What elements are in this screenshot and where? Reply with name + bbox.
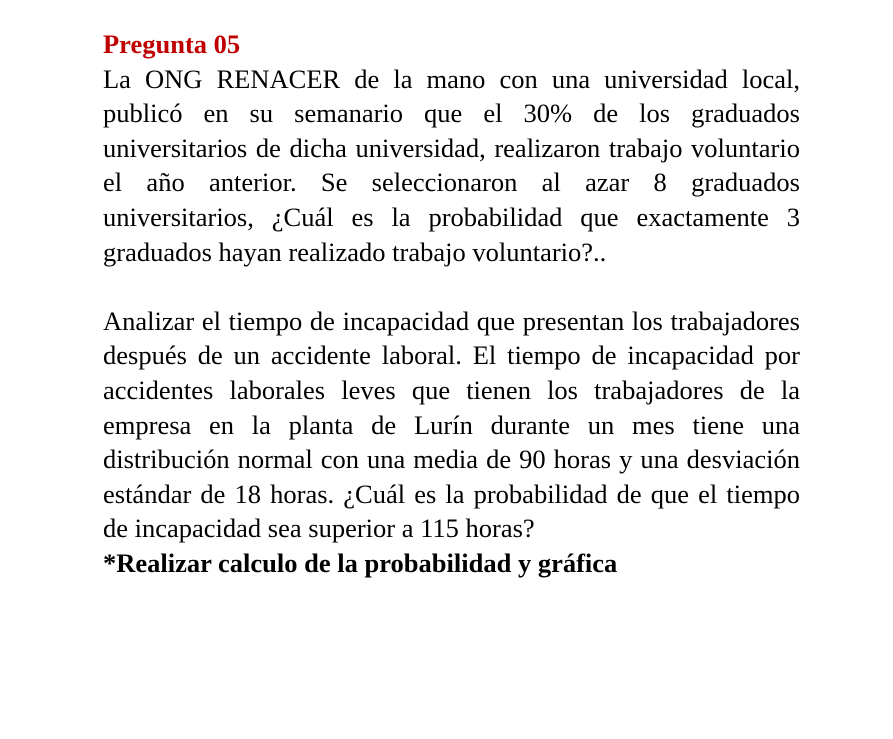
question-document <box>103 27 800 581</box>
normal-distribution-problem-text: Analizar el tiempo de incapacidad que presentan los trabajadores después de un accidente laboral. El tiempo de incapacidad por accidentes laborales leves que tienen los trabajadores de la empresa en la planta de Lurín durante un mes tiene una distribución normal con una media de 90 horas y una desviación estándar de 18 horas. ¿Cuál es la probabilidad de que el tiempo de incapacidad sea superior a 115 horas? <box>103 305 800 544</box>
binomial-problem-text: La ONG RENACER de la mano con una universidad local, publicó en su semanario que el 30% de los graduados universitarios de dicha universidad, realizaron trabajo voluntario el año anterior. Se seleccionaron al azar 8 graduados universitarios, ¿Cuál es la probabilidad que exactamente 3 graduados hayan realizado trabajo voluntario?.. <box>103 63 800 267</box>
instruction-text: *Realizar calculo de la probabilidad y gráfica <box>103 547 618 578</box>
question-title: Pregunta 05 <box>103 29 241 59</box>
paragraph-spacer <box>103 269 800 304</box>
